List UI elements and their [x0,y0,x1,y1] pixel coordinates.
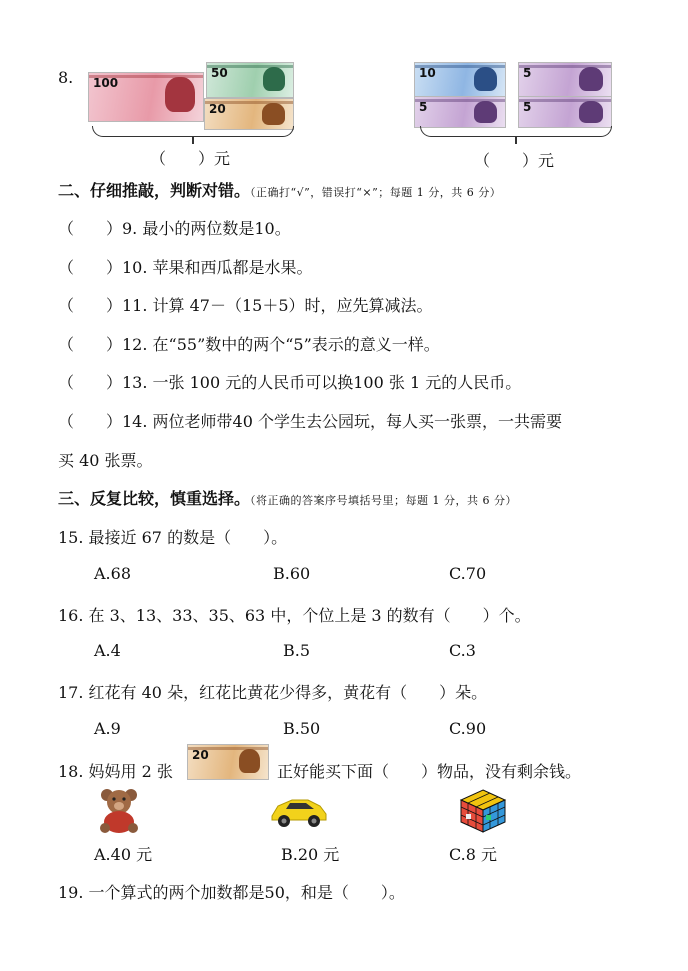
judge-item-14-continued: 买 40 张票。 [58,451,153,470]
question-16: 16. 在 3、13、33、35、63 中，个位上是 3 的数有（ ）个。 [58,606,531,625]
question-17: 17. 红花有 40 朵，红花比黄花少得多，黄花有（ ）朵。 [58,683,488,702]
q18-option-c: C.8 元 [449,845,498,864]
judge-item-13: （ ）13. 一张 100 元的人民币可以换100 张 1 元的人民币。 [58,373,522,392]
banknote-5-icon [518,62,612,98]
banknote-value: 5 [523,100,532,114]
banknote-value: 10 [419,66,436,80]
toy-car-icon [268,790,330,830]
section-2-heading [58,178,501,201]
banknote-5-icon [518,96,612,128]
banknote-value: 50 [211,66,228,80]
banknote-value: 5 [523,66,532,80]
brace-left-tip [192,136,194,144]
q17-option-a: A.9 [94,719,121,738]
q15-option-a: A.68 [94,564,131,583]
q15-option-b: B.60 [273,564,311,583]
section-3-title: 三、反复比较，慎重选择。 [58,489,251,508]
q8-answer-right: （ ）元 [474,151,555,170]
question-18-text-before: 18. 妈妈用 2 张 [58,762,173,781]
section-2-title: 二、仔细推敲，判断对错。 [58,181,251,200]
section-2-note: （正确打“√”，错误打“×”；每题 1 分，共 6 分） [250,186,502,199]
q15-option-c: C.70 [449,564,487,583]
q18-option-b: B.20 元 [281,845,340,864]
judge-item-10: （ ）10. 苹果和西瓜都是水果。 [58,258,313,277]
banknote-5-icon [414,96,506,128]
q16-option-a: A.4 [94,641,121,660]
q18-option-a: A.40 元 [94,845,153,864]
banknote-value: 20 [209,102,226,116]
judge-item-9: （ ）9. 最小的两位数是10。 [58,219,291,238]
judge-item-14: （ ）14. 两位老师带40 个学生去公园玩，每人买一张票，一共需要 [58,412,562,431]
question-19: 19. 一个算式的两个加数都是50，和是（ ）。 [58,883,405,902]
section-3-heading [58,486,517,509]
q8-answer-left: （ ）元 [150,149,231,168]
banknote-20-icon [187,744,269,780]
rubiks-cube-icon [458,788,508,834]
banknote-50-icon [206,62,294,98]
q17-option-c: C.90 [449,719,487,738]
judge-item-11: （ ）11. 计算 47－（15＋5）时，应先算减法。 [58,296,433,315]
teddy-bear-icon [94,786,144,834]
banknote-value: 5 [419,100,428,114]
brace-right-tip [515,136,517,144]
judge-item-12: （ ）12. 在“55”数中的两个“5”表示的意义一样。 [58,335,440,354]
q16-option-c: C.3 [449,641,476,660]
question-8-number: 8. [58,68,74,87]
banknote-value: 100 [93,76,119,90]
question-18-text-after: 正好能买下面（ ）物品，没有剩余钱。 [277,762,582,781]
banknote-value: 20 [192,748,209,762]
q16-option-b: B.5 [283,641,311,660]
banknote-100-icon [88,72,204,122]
question-15: 15. 最接近 67 的数是（ ）。 [58,528,288,547]
q17-option-b: B.50 [283,719,321,738]
banknote-10-icon [414,62,506,98]
section-3-note: （将正确的答案序号填括号里；每题 1 分，共 6 分） [250,494,517,507]
